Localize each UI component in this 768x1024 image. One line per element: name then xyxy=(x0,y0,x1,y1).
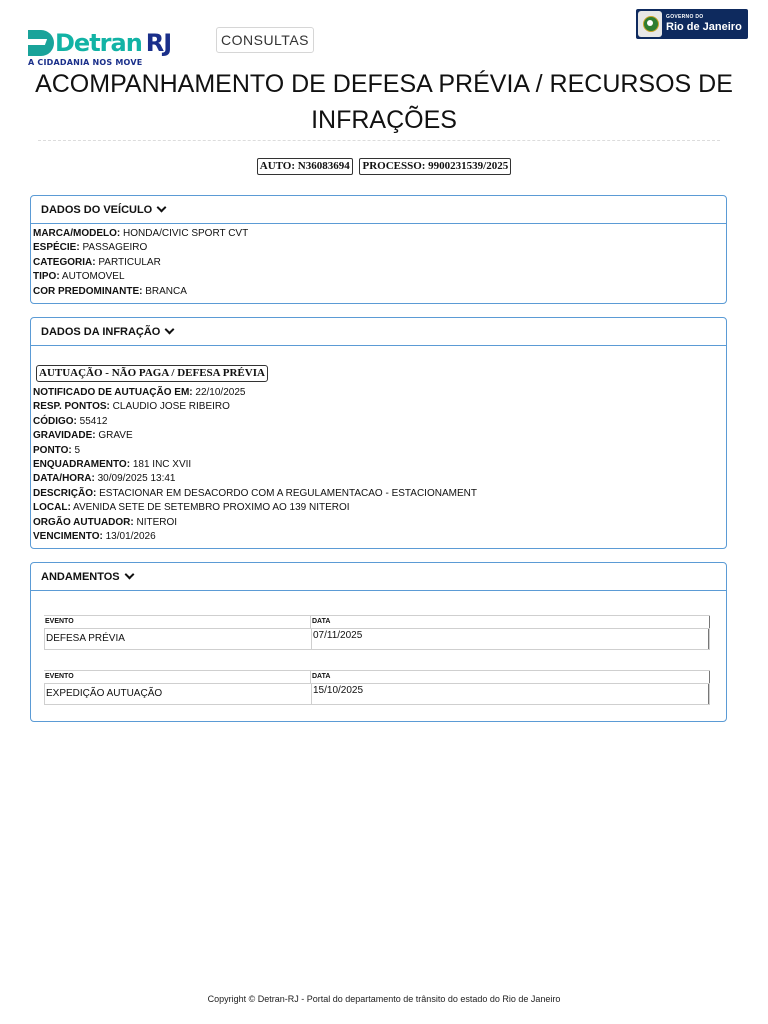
detail-label: CÓDIGO: xyxy=(33,415,77,427)
detail-row xyxy=(33,458,726,472)
detail-value: CLAUDIO JOSE RIBEIRO xyxy=(112,401,230,413)
col-evento-header: EVENTO xyxy=(45,618,74,625)
andamento-data: 15/10/2025 xyxy=(311,684,709,704)
detail-row xyxy=(33,472,726,486)
detail-label: NOTIFICADO DE AUTUAÇÃO EM: xyxy=(33,387,193,398)
detail-label: LOCAL: xyxy=(33,502,71,514)
chevron-down-icon xyxy=(124,570,134,580)
detail-row xyxy=(33,285,726,299)
detail-row xyxy=(33,444,726,458)
detail-label: COR PREDOMINANTE: xyxy=(33,285,143,297)
page-title: ACOMPANHAMENTO DE DEFESA PRÉVIA / RECURSOS DE INFRAÇÕES xyxy=(35,70,733,134)
detail-value: 55412 xyxy=(79,415,108,427)
detail-label: GRAVIDADE: xyxy=(33,430,96,442)
col-data-header: DATA xyxy=(310,616,710,628)
detail-label: DESCRIÇÃO: xyxy=(33,487,97,499)
detail-label: CATEGORIA: xyxy=(33,256,96,268)
chevron-down-icon xyxy=(165,325,175,335)
process-ids xyxy=(0,158,768,175)
detail-label: ESPÉCIE: xyxy=(33,242,80,254)
logo-rj-text: RJ xyxy=(145,29,172,57)
panel-heading: DADOS DA INFRAÇÃO xyxy=(41,325,161,338)
detail-label: PONTO: xyxy=(33,444,72,456)
panel-dados-infracao xyxy=(30,317,727,549)
state-seal-icon xyxy=(638,11,662,37)
detail-label: ORGÃO AUTUADOR: xyxy=(33,516,134,528)
logo-main-text: Detran xyxy=(55,29,142,57)
governo-rj-logo[interactable] xyxy=(636,9,748,39)
andamento-evento: EXPEDIÇÃO AUTUAÇÃO xyxy=(46,688,163,699)
logo-wordmark xyxy=(28,30,188,56)
andamento-header xyxy=(44,615,710,628)
detail-row xyxy=(33,400,726,414)
detail-value: ESTACIONAR EM DESACORDO COM A REGULAMENTACAO - ESTACIONAMENT xyxy=(99,487,477,499)
col-data-header: DATA xyxy=(310,671,710,683)
detail-row xyxy=(33,429,726,443)
gov-big-text: Rio de Janeiro xyxy=(666,21,742,33)
detail-row xyxy=(33,487,726,501)
detail-row xyxy=(33,501,726,515)
detail-row xyxy=(33,256,726,270)
detail-row xyxy=(33,241,726,255)
andamento-evento: DEFESA PRÉVIA xyxy=(46,633,125,644)
detail-label: ENQUADRAMENTO: xyxy=(33,458,131,470)
panel-andamentos xyxy=(30,562,727,722)
chevron-down-icon xyxy=(157,203,167,213)
detran-rj-logo[interactable] xyxy=(28,30,188,70)
page-header xyxy=(0,0,768,70)
detail-row xyxy=(33,516,726,530)
detail-label: RESP. PONTOS: xyxy=(33,401,110,413)
panel-heading: DADOS DO VEÍCULO xyxy=(41,203,153,216)
logo-tagline: A CIDADANIA NOS MOVE xyxy=(28,58,143,67)
processo-id-badge: PROCESSO: 9900231539/2025 xyxy=(359,158,511,175)
panel-toggle-andamentos[interactable] xyxy=(31,563,726,591)
detail-value: HONDA/CIVIC SPORT CVT xyxy=(123,228,249,239)
status-badge: AUTUAÇÃO - NÃO PAGA / DEFESA PRÉVIA xyxy=(36,365,268,382)
detail-value: NITEROI xyxy=(136,516,178,528)
page-footer: Copyright © Detran-RJ - Portal do departamento de trânsito do estado do Rio de Janeiro xyxy=(207,994,561,1004)
panel-toggle-infracao[interactable] xyxy=(31,318,726,346)
detail-value: 30/09/2025 13:41 xyxy=(97,473,176,485)
detail-value: PASSAGEIRO xyxy=(82,242,148,254)
detail-value: AVENIDA SETE DE SETEMBRO PROXIMO AO 139 NITEROI xyxy=(73,502,350,514)
detail-row xyxy=(33,227,726,241)
col-evento-header: EVENTO xyxy=(45,673,74,680)
detail-label: DATA/HORA: xyxy=(33,473,95,485)
infracao-details xyxy=(31,346,726,544)
panel-dados-veiculo xyxy=(30,195,727,304)
veiculo-details xyxy=(31,224,726,299)
detail-value: AUTOMOVEL xyxy=(61,271,125,283)
consultas-button[interactable]: CONSULTAS xyxy=(216,27,314,53)
andamento-row xyxy=(44,628,710,650)
detail-label: TIPO: xyxy=(33,271,60,283)
detail-value: 13/01/2026 xyxy=(105,530,156,542)
detail-row xyxy=(33,415,726,429)
andamento-item xyxy=(44,615,710,650)
detail-value: 181 INC XVII xyxy=(132,458,192,470)
detail-value: GRAVE xyxy=(98,430,133,442)
detail-label: MARCA/MODELO: xyxy=(33,228,121,239)
detail-value: BRANCA xyxy=(145,285,187,297)
detail-value: PARTICULAR xyxy=(98,256,161,268)
panel-toggle-veiculo[interactable] xyxy=(31,196,726,224)
detail-row xyxy=(33,270,726,284)
andamento-header xyxy=(44,670,710,683)
detail-row xyxy=(33,530,726,544)
andamento-row xyxy=(44,683,710,705)
detail-value: 22/10/2025 xyxy=(195,387,246,398)
detail-label: VENCIMENTO: xyxy=(33,530,103,542)
gov-small-text: GOVERNO DO xyxy=(666,14,704,20)
panel-heading: ANDAMENTOS xyxy=(41,570,120,583)
andamento-item xyxy=(44,670,710,705)
auto-id-badge: AUTO: N36083694 xyxy=(257,158,353,175)
title-divider xyxy=(38,140,720,141)
detail-value: 5 xyxy=(74,444,81,456)
logo-d-shape-icon xyxy=(28,30,54,56)
andamento-data: 07/11/2025 xyxy=(311,629,709,649)
detail-row xyxy=(33,386,726,400)
